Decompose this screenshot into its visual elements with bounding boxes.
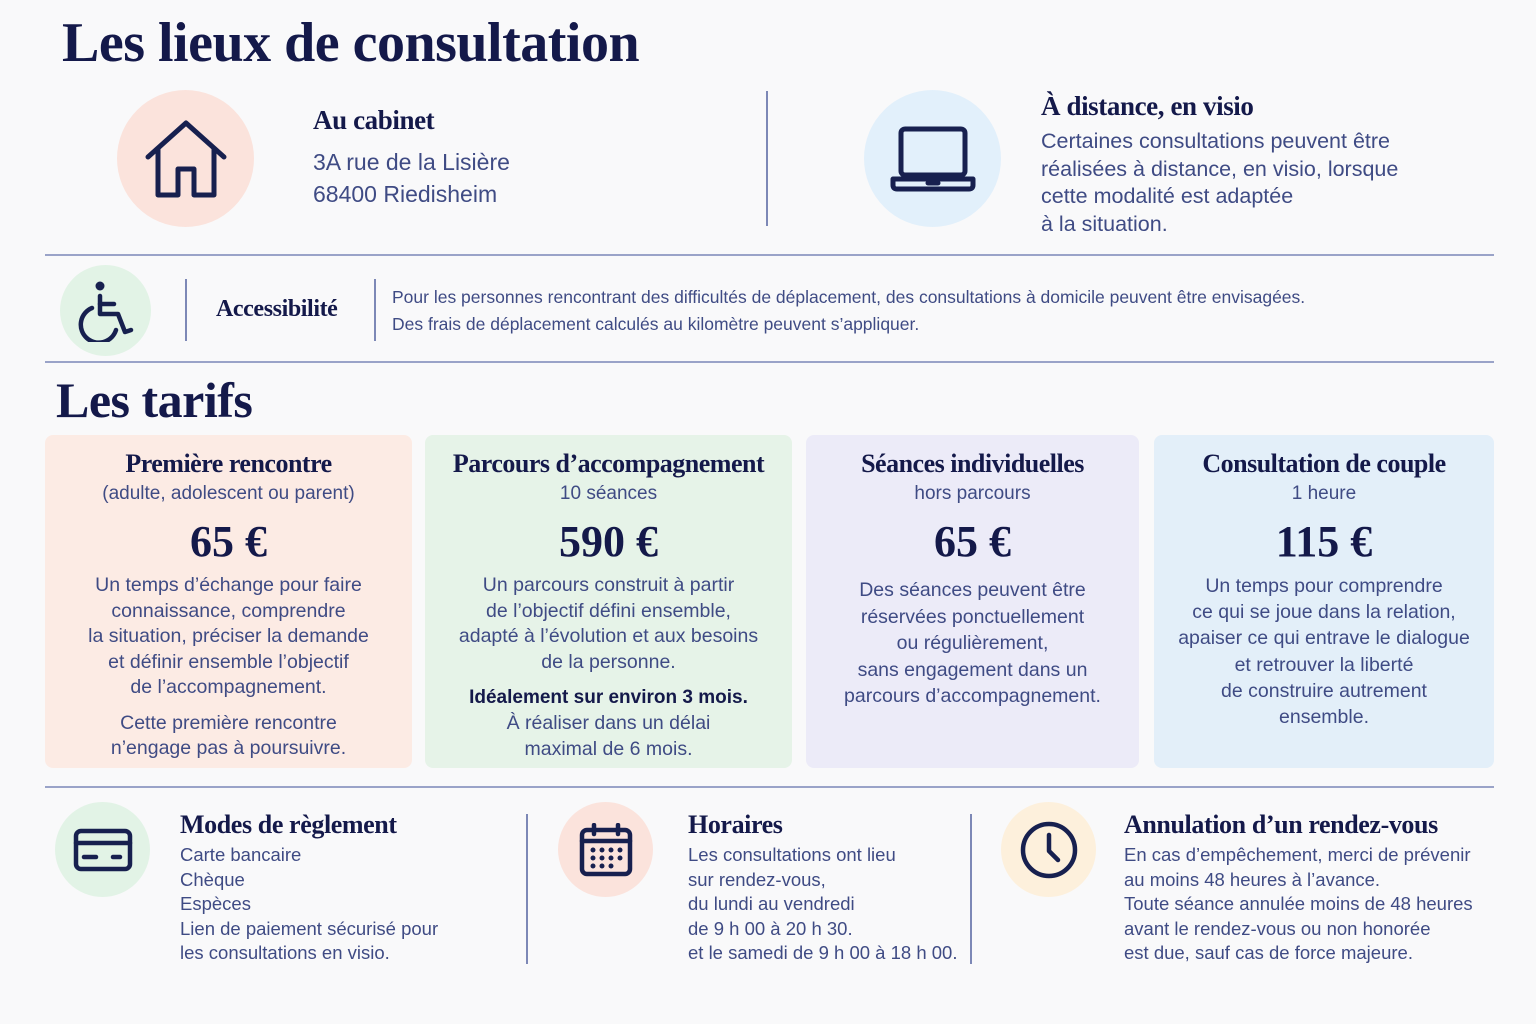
reglement-item: les consultations en visio. (180, 942, 390, 963)
card-description (1154, 573, 1494, 730)
description-line: Des séances peuvent être (859, 579, 1086, 601)
cabinet-title: Au cabinet (313, 105, 435, 135)
address-line: 3A rue de la Lisière (313, 149, 510, 175)
horaires-line: Les consultations ont lieu (688, 844, 896, 865)
accessibilite-text (392, 284, 1305, 338)
laptop-icon (864, 90, 1001, 227)
description-line: de la personne. (541, 650, 676, 673)
reglement-item: Carte bancaire (180, 844, 302, 865)
address-line: 68400 Riedisheim (313, 181, 498, 207)
price-card-seances (806, 435, 1139, 768)
distance-line: réalisées à distance, en visio, lorsque (1041, 156, 1399, 181)
separator (45, 361, 1494, 363)
description-line: adapté à l’évolution et aux besoins (458, 625, 759, 647)
card-description (45, 573, 412, 701)
description-line: de construire autrement (1221, 679, 1427, 702)
annulation-title: Annulation d’un rendez-vous (1124, 810, 1438, 839)
reglement-item: Espèces (180, 893, 251, 914)
clock-icon (1001, 802, 1096, 897)
annulation-line: avant le rendez-vous ou non honorée (1124, 917, 1431, 939)
horaires-line: de 9 h 00 à 20 h 30. (688, 917, 853, 939)
description-line: ou régulièrement, (896, 632, 1049, 654)
card-subtitle: 1 heure (1291, 483, 1357, 504)
distance-line: cette modalité est adaptée (1041, 184, 1294, 208)
distance-line: à la situation. (1041, 211, 1168, 236)
distance-title: À distance, en visio (1041, 91, 1254, 121)
distance-text (1041, 128, 1398, 238)
horaires-line: du lundi au vendredi (688, 893, 855, 914)
card-title: Première rencontre (125, 449, 332, 478)
separator (45, 786, 1494, 788)
description-line: apaiser ce qui entrave le dialogue (1178, 627, 1470, 650)
description-line: sans engagement dans un (857, 658, 1088, 681)
annulation-line: En cas d’empêchement, merci de prévenir (1124, 844, 1471, 865)
calendar-icon (558, 802, 653, 897)
note-line: n’engage pas à poursuivre. (110, 737, 347, 759)
note-line: Cette première rencontre (120, 711, 337, 734)
card-title: Séances individuelles (861, 449, 1084, 478)
annulation-text (1124, 843, 1473, 966)
card-price: 590 € (559, 517, 658, 566)
divider (970, 814, 972, 964)
card-title: Consultation de couple (1202, 449, 1446, 478)
horaires-line: et le samedi de 9 h 00 à 18 h 00. (688, 942, 958, 963)
card-description (425, 573, 792, 675)
card-subtitle: 10 séances (559, 483, 658, 504)
description-line: connaissance, comprendre (111, 599, 346, 622)
horaires-text (688, 843, 957, 966)
description-line: ce qui se joue dans la relation, (1192, 601, 1456, 624)
description-line: de l’accompagnement. (130, 676, 327, 698)
description-line: de l’objectif défini ensemble, (486, 599, 731, 622)
reglement-title: Modes de règlement (180, 810, 397, 839)
cabinet-address (313, 146, 510, 210)
annulation-line: au moins 48 heures à l’avance. (1124, 868, 1381, 890)
house-icon (117, 90, 254, 227)
divider (526, 814, 528, 964)
card-price: 115 € (1275, 517, 1373, 566)
distance-line: Certaines consultations peuvent être (1041, 129, 1390, 153)
reglement-item: Chèque (180, 868, 245, 890)
divider (185, 279, 187, 341)
credit-card-icon (55, 802, 150, 897)
card-subtitle: (adulte, adolescent ou parent) (102, 483, 355, 504)
horaires-title: Horaires (688, 810, 783, 839)
card-note (45, 711, 412, 762)
divider (766, 91, 768, 226)
description-line: ensemble. (1279, 706, 1369, 729)
price-card-parcours (425, 435, 792, 768)
card-description (806, 577, 1139, 710)
card-bold-note: Idéalement sur environ 3 mois. (469, 687, 748, 708)
separator (45, 254, 1494, 256)
accessibilite-line: Des frais de déplacement calculés au kilomètre peuvent s’appliquer. (392, 314, 920, 334)
description-line: parcours d’accompagnement. (844, 685, 1101, 707)
card-price: 65 € (190, 517, 267, 566)
annulation-line: Toute séance annulée moins de 48 heures (1124, 893, 1473, 914)
price-card-premiere-rencontre (45, 435, 412, 768)
description-line: et définir ensemble l’objectif (108, 650, 349, 673)
annulation-line: est due, sauf cas de force majeure. (1124, 942, 1413, 963)
price-card-couple (1154, 435, 1494, 768)
description-line: et retrouver la liberté (1234, 653, 1414, 676)
accessibilite-title: Accessibilité (216, 296, 338, 322)
note-line: maximal de 6 mois. (524, 737, 693, 760)
description-line: Un temps pour comprendre (1205, 575, 1443, 597)
description-line: Un temps d’échange pour faire (95, 574, 362, 596)
description-line: la situation, préciser la demande (88, 625, 369, 647)
reglement-list (180, 843, 438, 966)
description-line: réservées ponctuellement (860, 605, 1085, 628)
section-title-lieux: Les lieux de consultation (62, 12, 640, 74)
divider (374, 279, 376, 341)
reglement-item: Lien de paiement sécurisé pour (180, 917, 439, 939)
wheelchair-icon (60, 265, 151, 356)
section-title-tarifs: Les tarifs (56, 372, 253, 428)
note-line: À réaliser dans un délai (506, 712, 711, 734)
card-subtitle: hors parcours (914, 483, 1031, 504)
card-title: Parcours d’accompagnement (452, 449, 765, 478)
accessibilite-line: Pour les personnes rencontrant des difficultés de déplacement, des consultations à domicile peuvent être envisagées. (392, 287, 1306, 307)
description-line: Un parcours construit à partir (482, 574, 735, 596)
horaires-line: sur rendez-vous, (688, 868, 826, 890)
card-price: 65 € (934, 517, 1011, 566)
card-note (425, 711, 792, 762)
